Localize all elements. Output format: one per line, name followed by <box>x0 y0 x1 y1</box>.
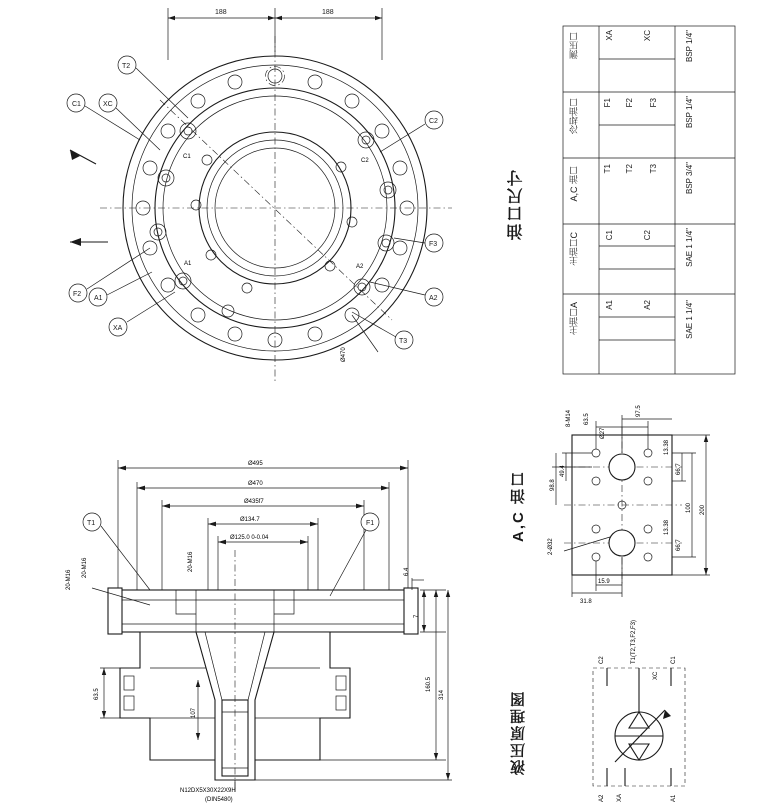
schematic-label-a1: A1 <box>671 794 677 802</box>
dim-7: 6.4 <box>404 567 410 576</box>
schematic-label-c2: C2 <box>599 656 605 664</box>
dim-63-5: 63.5 <box>94 688 100 700</box>
ports-code-xc: XC <box>643 30 652 42</box>
dim-d435f7: Ø435f7 <box>244 499 264 505</box>
balloon-c1-left: C1 <box>72 101 81 108</box>
schematic-label-t: T1(T2,T3,F2,F3) <box>631 619 637 664</box>
ports-spec-4: BSP 1/4" <box>685 96 694 129</box>
dim-15-9: 15.9 <box>598 579 610 585</box>
dim-d470: Ø470 <box>248 481 263 487</box>
ports-group-5: 测压口 <box>569 32 579 59</box>
dim-160-5: 160.5 <box>426 676 432 692</box>
balloon-t1: T1 <box>87 520 96 527</box>
dim-66-7-a: 66.7 <box>676 463 682 475</box>
ports-spec-1: SAE 1 1/4" <box>685 300 694 339</box>
dim-dia470: Ø470 <box>341 347 347 362</box>
front-view-pane <box>0 0 460 400</box>
balloon-xc: XC <box>103 101 113 108</box>
balloon-a2: A2 <box>429 295 438 302</box>
label-a1: A1 <box>184 261 192 267</box>
ports-code-t1: T1 <box>603 164 612 174</box>
ports-group-1: 主油口A <box>569 302 579 336</box>
schematic-title: 液压原理图 <box>510 690 527 775</box>
balloon-a1: A1 <box>94 295 103 302</box>
ports-code-a1: A1 <box>605 300 614 310</box>
ac-port-bore-upper <box>609 454 635 480</box>
ac-port-bore-lower <box>609 530 635 556</box>
section-left-dims <box>100 668 120 718</box>
ports-code-xa: XA <box>605 30 614 41</box>
balloon-f2: F2 <box>73 291 82 298</box>
dim-46: 7 <box>414 614 420 618</box>
dim-13-38-a: 13.38 <box>664 439 670 455</box>
ports-spec-2: SAE 1 1/4" <box>685 228 694 267</box>
ports-spec-5: BSP 1/4" <box>685 30 694 63</box>
ports-code-f1: F1 <box>603 98 612 108</box>
dim-200: 200 <box>700 504 706 515</box>
ports-code-t2: T2 <box>625 164 634 174</box>
balloon-f1: F1 <box>366 520 375 527</box>
ac-port-title: A,C 油口 <box>510 470 527 542</box>
balloon-c2: C2 <box>429 118 438 125</box>
ports-code-a2: A2 <box>643 300 652 310</box>
ports-group-2: 主油口C <box>569 232 579 266</box>
note-spline: N12DX5X30X22X9H <box>180 788 236 794</box>
dim-d495: Ø495 <box>248 461 263 467</box>
ac-port-pane <box>540 405 765 605</box>
schematic-label-xa: XA <box>617 793 623 802</box>
ports-group-3: A,C 油口 <box>569 166 579 202</box>
view-direction-arrows <box>70 150 108 246</box>
label-c2: C2 <box>361 158 369 164</box>
label-a2: A2 <box>356 264 364 270</box>
ports-code-c1: C1 <box>605 230 614 241</box>
dim-d134-7: Ø134.7 <box>240 517 260 523</box>
schematic-label-xc: XC <box>653 671 659 680</box>
dim-2-d32: 2-Ø32 <box>548 538 554 555</box>
dim-188-left: 188 <box>215 9 227 16</box>
ports-code-f3: F3 <box>649 98 658 108</box>
ports-code-f2: F2 <box>625 98 634 108</box>
dim-97-5: 97.5 <box>636 405 642 417</box>
section-body <box>108 588 418 780</box>
dim-dia27: Ø27 <box>600 427 606 439</box>
dim-8-m14: 8-M14 <box>566 409 572 427</box>
dim-314: 314 <box>439 689 445 700</box>
dim-31-8: 31.8 <box>580 599 592 605</box>
schematic-label-a2: A2 <box>599 794 605 802</box>
ports-group-4: 冷却油口 <box>569 98 579 134</box>
ports-code-c2: C2 <box>643 230 652 241</box>
balloon-f3: F3 <box>429 241 438 248</box>
balloon-t3: T3 <box>399 338 408 345</box>
dim-49-4: 49.4 <box>560 465 566 477</box>
ports-table-pane <box>545 14 755 389</box>
ports-table-title: 油口尺寸 <box>508 168 525 240</box>
balloon-xa: XA <box>113 325 123 332</box>
dim-13-38-b: 13.38 <box>664 519 670 535</box>
note-din5480: (DIN5480) <box>205 797 233 803</box>
schematic-label-c1: C1 <box>671 656 677 664</box>
dim-100: 100 <box>686 502 692 513</box>
dim-98-8: 98.8 <box>550 479 556 491</box>
dim-188-right: 188 <box>322 9 334 16</box>
ports-spec-3: BSP 3/4" <box>685 162 694 195</box>
schematic-pane <box>545 619 755 805</box>
ports-code-t3: T3 <box>649 164 658 174</box>
dim-20-m16: 20-M16 <box>82 557 88 578</box>
section-view-pane <box>0 400 460 805</box>
note-20-m16: 20-M16 <box>66 569 72 590</box>
dim-107: 107 <box>191 707 197 718</box>
dim-6-4: 20-M16 <box>188 551 194 572</box>
balloon-t2: T2 <box>122 63 131 70</box>
label-c1: C1 <box>183 154 191 160</box>
dim-63-5-ac: 63.5 <box>584 413 590 425</box>
dim-66-7-b: 66.7 <box>676 539 682 551</box>
dim-d125: Ø125.0 0-0.04 <box>230 535 269 541</box>
